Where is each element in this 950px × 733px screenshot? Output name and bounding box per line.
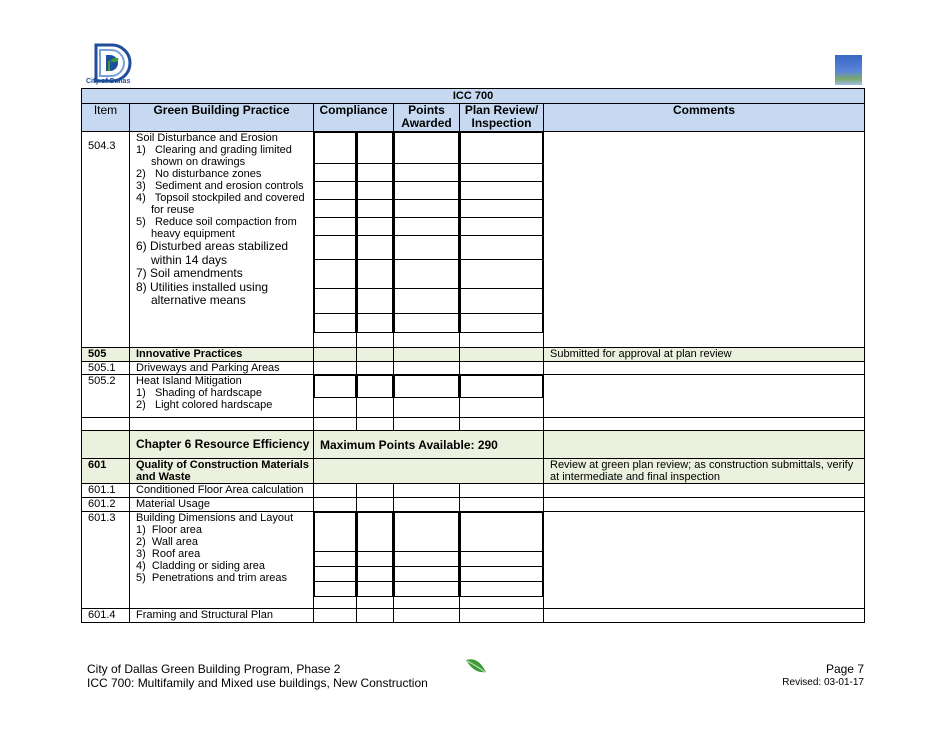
max-points: Maximum Points Available: 290 bbox=[314, 431, 544, 459]
plan-review-cell[interactable] bbox=[460, 484, 544, 498]
revised-date: Revised: 03-01-17 bbox=[782, 677, 864, 688]
footer-right bbox=[782, 662, 864, 690]
points-cell[interactable] bbox=[394, 362, 460, 375]
compliance-yes-cell[interactable] bbox=[314, 362, 357, 375]
footer-left bbox=[87, 662, 428, 690]
green-building-badge bbox=[835, 55, 862, 85]
comment-text: Review at green plan review; as construction submittals, verify at intermediate and final inspection bbox=[544, 459, 865, 484]
item-number: 601.3 bbox=[82, 512, 130, 609]
compliance-no-cell[interactable] bbox=[357, 498, 394, 512]
plan-review-cell[interactable] bbox=[460, 375, 544, 418]
points-cell[interactable] bbox=[394, 609, 460, 623]
plan-review-cell[interactable] bbox=[460, 512, 544, 609]
compliance-yes-cell[interactable] bbox=[314, 132, 357, 348]
points-cell[interactable] bbox=[394, 512, 460, 609]
plan-review-cell[interactable] bbox=[460, 362, 544, 375]
practice-cell: Framing and Structural Plan bbox=[130, 609, 314, 623]
practice-cell: Material Usage bbox=[130, 498, 314, 512]
points-cell[interactable] bbox=[394, 132, 460, 348]
item-number: 504.3 bbox=[82, 132, 130, 348]
comments-cell[interactable] bbox=[544, 375, 865, 418]
compliance-no-cell[interactable] bbox=[357, 362, 394, 375]
chapter-title: Chapter 6 Resource Efficiency bbox=[130, 431, 314, 459]
comments-cell[interactable] bbox=[544, 484, 865, 498]
leaf-icon bbox=[464, 657, 488, 675]
compliance-yes-cell[interactable] bbox=[314, 484, 357, 498]
compliance-no-cell[interactable] bbox=[357, 512, 394, 609]
footer-program-title: City of Dallas Green Building Program, Phase 2 bbox=[87, 662, 341, 676]
section-title: Innovative Practices bbox=[130, 348, 314, 362]
points-cell[interactable] bbox=[394, 484, 460, 498]
col-header-plan-review: Plan Review/ Inspection bbox=[460, 104, 544, 132]
plan-review-cell[interactable] bbox=[460, 609, 544, 623]
page-number: Page 7 bbox=[825, 662, 864, 676]
item-number: 601.4 bbox=[82, 609, 130, 623]
comments-cell[interactable] bbox=[544, 512, 865, 609]
comments-cell[interactable] bbox=[544, 362, 865, 375]
checklist-table bbox=[81, 88, 865, 623]
col-header-comments: Comments bbox=[544, 104, 865, 132]
footer-subtitle: ICC 700: Multifamily and Mixed use buildings, New Construction bbox=[87, 676, 428, 690]
table-title: ICC 700 bbox=[82, 89, 865, 104]
compliance-no-cell[interactable] bbox=[357, 375, 394, 418]
item-number: 505 bbox=[82, 348, 130, 362]
item-number: 601 bbox=[82, 459, 130, 484]
compliance-no-cell[interactable] bbox=[357, 609, 394, 623]
compliance-yes-cell[interactable] bbox=[314, 609, 357, 623]
item-number: 505.1 bbox=[82, 362, 130, 375]
practice-cell: Conditioned Floor Area calculation bbox=[130, 484, 314, 498]
practice-cell: Building Dimensions and Layout 1) Floor area 2) Wall area 3) Roof area 4) Cladding or siding area 5) Penetrations and trim areas bbox=[130, 512, 314, 609]
practice-cell: Driveways and Parking Areas bbox=[130, 362, 314, 375]
practice-cell: Heat Island Mitigation 1) Shading of hardscape 2) Light colored hardscape bbox=[130, 375, 314, 418]
comments-cell[interactable] bbox=[544, 498, 865, 512]
compliance-no-cell[interactable] bbox=[357, 132, 394, 348]
compliance-yes-cell[interactable] bbox=[314, 498, 357, 512]
compliance-yes-cell[interactable] bbox=[314, 375, 357, 418]
comment-text: Submitted for approval at plan review bbox=[544, 348, 865, 362]
plan-review-cell[interactable] bbox=[460, 498, 544, 512]
comments-cell[interactable] bbox=[544, 609, 865, 623]
comments-cell[interactable] bbox=[544, 132, 865, 348]
points-cell[interactable] bbox=[394, 498, 460, 512]
practice-cell: Soil Disturbance and Erosion 1) Clearing and grading limited shown on drawings 2) No disturbance zones 3) Sediment and erosion controls 4) Topsoil stockpiled and covered for reuse 5) Reduce soil compaction from heavy equipment 6) Disturbed areas stabilized within 14 days 7) Soil amendments 8) Utilities installed using alternative means bbox=[130, 132, 314, 348]
points-cell[interactable] bbox=[394, 375, 460, 418]
col-header-item: Item bbox=[82, 104, 130, 132]
item-number: 601.2 bbox=[82, 498, 130, 512]
section-title: Quality of Construction Materials and Waste bbox=[130, 459, 314, 484]
plan-review-cell[interactable] bbox=[460, 132, 544, 348]
compliance-yes-cell[interactable] bbox=[314, 512, 357, 609]
item-number: 601.1 bbox=[82, 484, 130, 498]
logo-caption: City of Dallas bbox=[86, 78, 131, 85]
col-header-practice: Green Building Practice bbox=[130, 104, 314, 132]
col-header-points: Points Awarded bbox=[394, 104, 460, 132]
compliance-no-cell[interactable] bbox=[357, 484, 394, 498]
item-number: 505.2 bbox=[82, 375, 130, 418]
col-header-compliance: Compliance bbox=[314, 104, 394, 132]
